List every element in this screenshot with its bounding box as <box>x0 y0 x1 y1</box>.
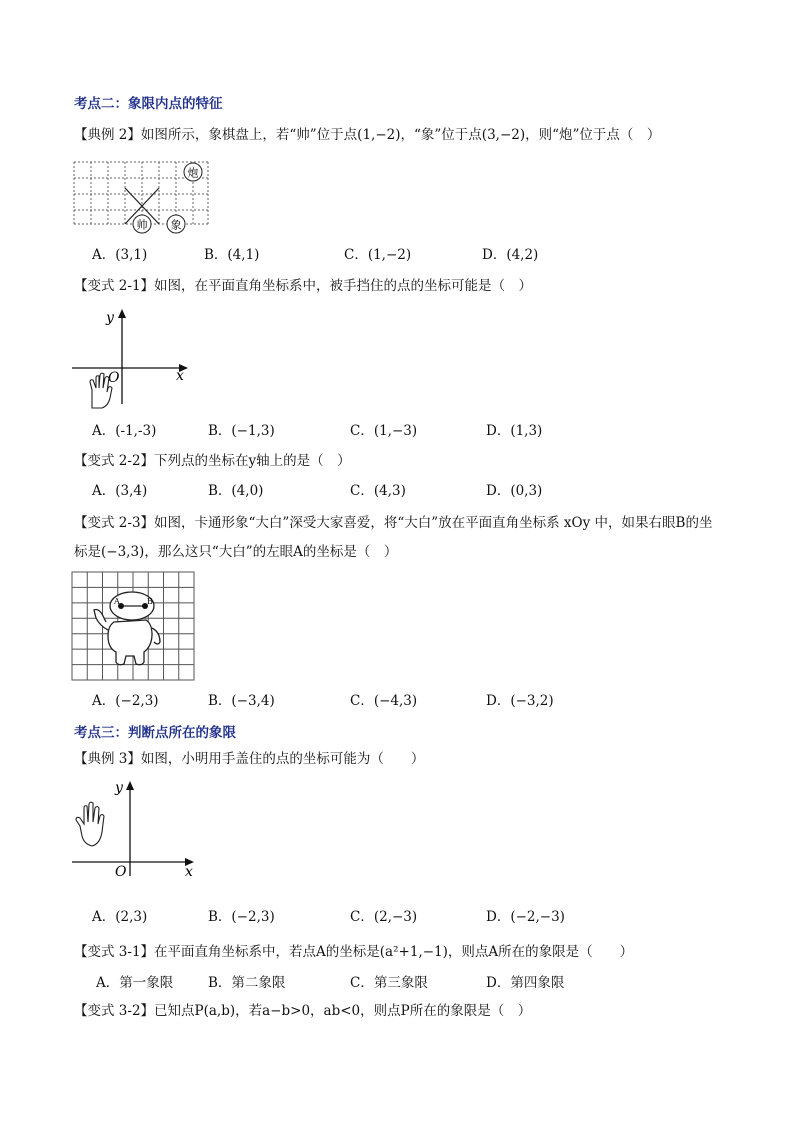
example-2-stem: 【典例 2】如图所示，象棋盘上，若“帅”位于点(1,−2)，“象”位于点(3,−2)，则“炮”位于点（ ） <box>74 127 661 143</box>
option-a[interactable]: A．第一象限 <box>96 975 174 991</box>
option-d[interactable]: D．(0,3) <box>486 483 543 499</box>
option-a[interactable]: A．(2,3) <box>92 909 148 925</box>
svg-text:炮: 炮 <box>187 166 199 180</box>
example-3-stem: 【典例 3】如图，小明用手盖住的点的坐标可能为（ ） <box>74 751 425 767</box>
origin-label: O <box>115 864 127 880</box>
option-b[interactable]: B．(4,1) <box>204 247 260 263</box>
eye-b-label: B <box>147 597 153 606</box>
piece-xiang <box>167 215 185 233</box>
option-c[interactable]: C．(1,−2) <box>344 247 412 263</box>
option-d[interactable]: D．(−2,−3) <box>486 909 565 925</box>
svg-text:帅: 帅 <box>136 218 148 232</box>
variant-2-2-stem: 【变式 2-2】下列点的坐标在y轴上的是（ ） <box>74 453 351 469</box>
option-b[interactable]: B．(4,0) <box>208 483 264 499</box>
piece-shuai <box>133 215 151 233</box>
axis-y-label: y <box>115 780 123 796</box>
option-a[interactable]: A．(−2,3) <box>92 693 159 709</box>
option-a[interactable]: A．(3,1) <box>92 247 148 263</box>
option-c[interactable]: C．第三象限 <box>350 975 428 991</box>
option-a[interactable]: A．(-1,-3) <box>92 423 157 439</box>
option-d[interactable]: D．(1,3) <box>486 423 543 439</box>
piece-pao <box>184 163 202 181</box>
coordinate-plane-hand-figure-2 <box>68 776 198 880</box>
hand-icon <box>76 802 104 846</box>
option-c[interactable]: C．(4,3) <box>350 483 406 499</box>
dabai-grid-figure <box>70 570 198 682</box>
option-d[interactable]: D．第四象限 <box>486 975 565 991</box>
variant-3-2-stem: 【变式 3-2】已知点P(a,b)，若a−b>0，ab<0，则点P所在的象限是（ ） <box>74 1003 532 1019</box>
variant-2-3-stem-line-1: 【变式 2-3】如图，卡通形象“大白”深受大家喜爱，将“大白”放在平面直角坐标系 xOy 中，如果右眼B的坐 <box>74 515 713 531</box>
option-c[interactable]: C．(1,−3) <box>350 423 418 439</box>
coordinate-plane-hand-figure <box>66 304 196 414</box>
variant-3-1-stem: 【变式 3-1】在平面直角坐标系中，若点A的坐标是(a²+1,−1)，则点A所在的象限是（ ） <box>74 944 634 960</box>
section-heading-2: 考点二：象限内点的特征 <box>74 96 223 112</box>
svg-text:象: 象 <box>170 218 182 232</box>
option-b[interactable]: B．(−2,3) <box>208 909 275 925</box>
option-b[interactable]: B．(−1,3) <box>208 423 275 439</box>
axis-x-label: x <box>185 864 193 880</box>
option-b[interactable]: B．第二象限 <box>208 975 286 991</box>
section-heading-3: 考点三：判断点所在的象限 <box>74 725 236 741</box>
eye-a-label: A <box>114 597 120 606</box>
hand-icon <box>90 373 112 408</box>
option-c[interactable]: C．(2,−3) <box>350 909 418 925</box>
chessboard-figure <box>72 158 212 238</box>
option-d[interactable]: D．(−3,2) <box>486 693 554 709</box>
option-c[interactable]: C．(−4,3) <box>350 693 418 709</box>
variant-2-1-stem: 【变式 2-1】如图，在平面直角坐标系中，被手挡住的点的坐标可能是（ ） <box>74 278 533 294</box>
origin-label: O <box>108 370 120 386</box>
axis-y-label: y <box>106 310 114 326</box>
option-d[interactable]: D．(4,2) <box>482 247 539 263</box>
variant-2-3-stem-line-2: 标是(−3,3)，那么这只“大白”的左眼A的坐标是（ ） <box>74 544 398 560</box>
option-a[interactable]: A．(3,4) <box>92 483 148 499</box>
axis-x-label: x <box>176 368 184 384</box>
option-b[interactable]: B．(−3,4) <box>208 693 275 709</box>
